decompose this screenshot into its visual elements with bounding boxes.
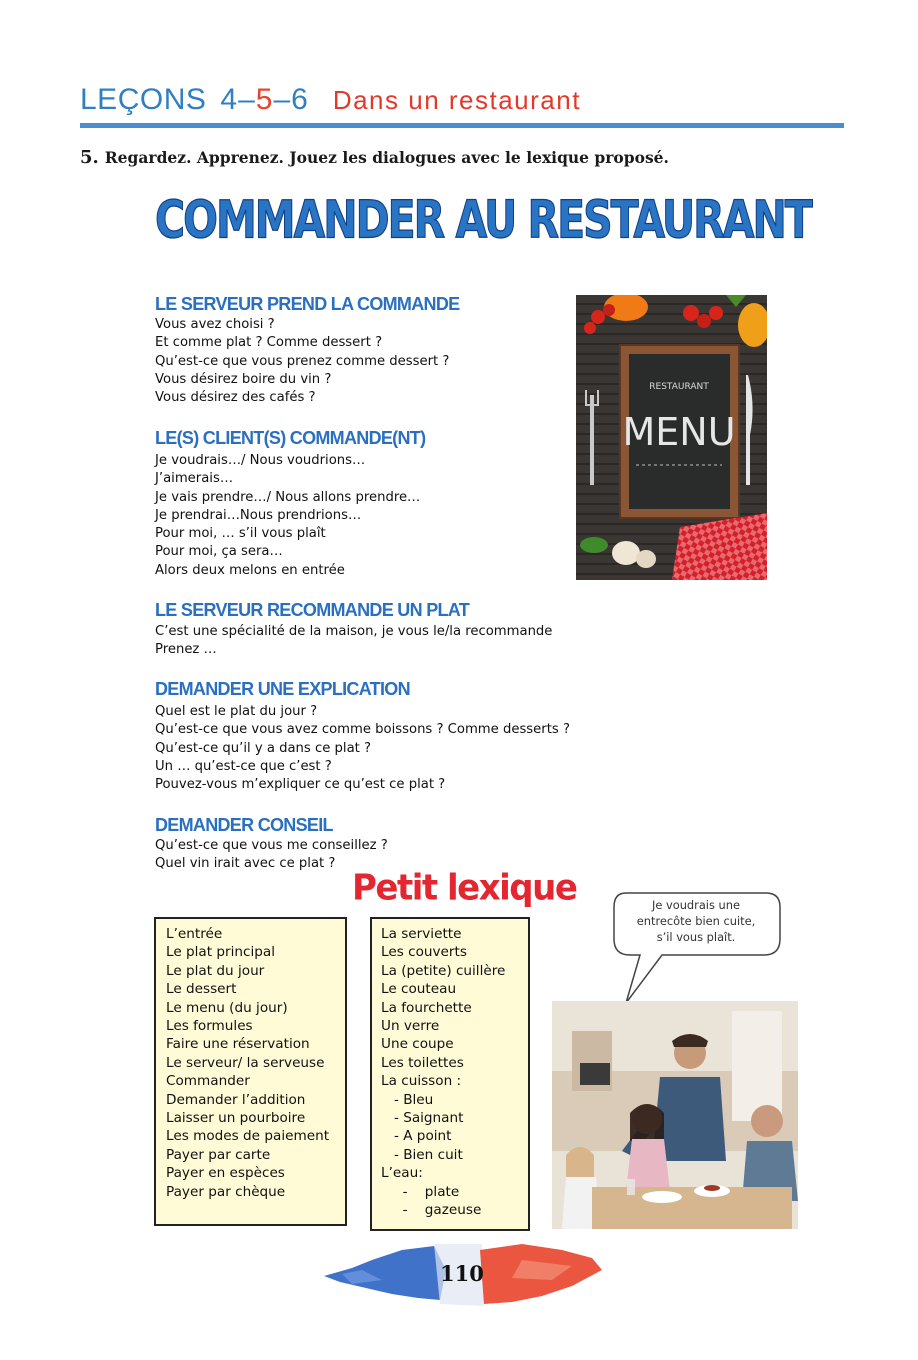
- exercise-number: 5.: [80, 147, 99, 168]
- phrase: Quel est le plat du jour ?: [155, 704, 318, 719]
- lexique-item: - Bien cuit: [381, 1146, 463, 1163]
- lexique-item: - A point: [381, 1128, 452, 1145]
- lexique-item: Les formules: [166, 1018, 253, 1035]
- phrase-list: [155, 703, 570, 794]
- lexique-item: - gazeuse: [381, 1202, 482, 1219]
- lexique-item: - Saignant: [381, 1110, 464, 1127]
- lexique-item: Le serveur/ la serveuse: [166, 1054, 325, 1071]
- menu-board-top-label: RESTAURANT: [649, 382, 709, 392]
- exercise-text: Regardez. Apprenez. Jouez les dialogues avec le lexique proposé.: [104, 148, 669, 167]
- phrase-list: [155, 623, 552, 660]
- lexique-item: Le dessert: [166, 981, 237, 998]
- header-rule: [80, 123, 844, 128]
- phrase: Je prendrai…Nous prendrions…: [155, 507, 362, 523]
- lexique-item: Laisser un pourboire: [166, 1110, 306, 1127]
- phrase: Je vais prendre…/ Nous allons prendre…: [155, 489, 421, 505]
- lexique-item: Payer en espèces: [166, 1165, 285, 1182]
- phrase: Qu’est-ce que vous me conseillez ?: [155, 838, 388, 853]
- phrase-list: [155, 316, 449, 407]
- lexique-item: Une coupe: [381, 1036, 454, 1053]
- lesson-number: 4: [220, 83, 239, 116]
- lexique-list: [381, 925, 505, 1220]
- phrase: Qu’est-ce que vous prenez comme dessert ?: [155, 353, 450, 369]
- exercise-instruction: [80, 147, 669, 168]
- phrase: Pouvez-vous m’expliquer ce qu’est ce plat ?: [155, 777, 446, 793]
- lexique-item: Les couverts: [381, 944, 467, 961]
- lexique-item: L’eau:: [381, 1165, 423, 1182]
- speech-line: Je voudrais une: [652, 898, 740, 912]
- lesson-label: LEÇONS: [80, 83, 207, 116]
- lesson-header: [80, 80, 581, 120]
- section-heading: DEMANDER UNE EXPLICATION: [155, 679, 410, 699]
- phrase: Pour moi, ça sera…: [155, 544, 283, 560]
- lexique-item: - plate: [381, 1183, 460, 1200]
- lexique-item: Les toilettes: [381, 1054, 464, 1071]
- lexique-item: Demander l’addition: [166, 1091, 306, 1108]
- dash: –: [273, 83, 292, 116]
- phrase: C’est une spécialité de la maison, je vous le/la recommande: [155, 624, 553, 639]
- phrase: Vous avez choisi ?: [155, 317, 275, 332]
- table: [592, 1187, 792, 1229]
- lexique-item: Le plat principal: [166, 944, 276, 961]
- lexique-title: Petit lexique: [352, 867, 577, 909]
- lexique-item: La serviette: [381, 926, 462, 942]
- phrase: Vous désirez des cafés ?: [155, 390, 316, 406]
- lexique-item: La (petite) cuillère: [381, 962, 506, 979]
- phrase: Je voudrais…/ Nous voudrions…: [155, 453, 366, 468]
- lexique-item: Payer par chèque: [166, 1183, 286, 1200]
- phrase: Qu’est-ce que vous avez comme boissons ? Comme desserts ?: [155, 722, 570, 738]
- phrase: Un … qu’est-ce que c’est ?: [155, 758, 332, 774]
- restaurant-photo: [552, 1001, 798, 1229]
- lexique-item: L’entrée: [166, 926, 223, 942]
- lexique-list: [166, 925, 329, 1201]
- phrase: Vous désirez boire du vin ?: [155, 371, 332, 387]
- fork-icon: [590, 395, 594, 485]
- menu-board-photo: [576, 295, 767, 580]
- lesson-number: 5: [255, 83, 274, 116]
- lexique-item: La cuisson :: [381, 1073, 462, 1090]
- lexique-item: Le couteau: [381, 981, 457, 998]
- phrase: J’aimerais…: [155, 471, 234, 487]
- phrase: Qu’est-ce qu’il y a dans ce plat ?: [155, 740, 372, 756]
- plate: [642, 1191, 682, 1203]
- section-heading: LE SERVEUR PREND LA COMMANDE: [155, 294, 460, 314]
- phrase-list: [155, 452, 420, 580]
- page-title: COMMANDER AU RESTAURANT: [155, 190, 811, 250]
- lesson-numbers: [220, 83, 308, 116]
- phrase: Prenez …: [155, 642, 217, 658]
- lexique-item: Le menu (du jour): [166, 999, 288, 1016]
- page-number: 110: [440, 1261, 484, 1286]
- lexique-item: Faire une réservation: [166, 1036, 310, 1053]
- speech-line: s’il vous plaît.: [656, 930, 736, 944]
- phrase: Quel vin irait avec ce plat ?: [155, 856, 336, 872]
- speech-bubble-text: [624, 897, 768, 945]
- dash: –: [238, 83, 256, 116]
- lexique-item: Le plat du jour: [166, 962, 265, 979]
- lexique-item: La fourchette: [381, 999, 472, 1016]
- phrase: Pour moi, … s’il vous plaît: [155, 526, 326, 542]
- lexique-item: Les modes de paiement: [166, 1128, 330, 1145]
- phrase: Et comme plat ? Comme dessert ?: [155, 335, 383, 351]
- section-heading: LE SERVEUR RECOMMANDE UN PLAT: [155, 600, 470, 620]
- lexique-item: Un verre: [381, 1018, 440, 1035]
- lexique-box-left: [154, 917, 347, 1226]
- menu-board-illustration: [576, 295, 767, 580]
- man-customer: [751, 1105, 783, 1137]
- section-heading: LE(S) CLIENT(S) COMMANDE(NT): [155, 428, 426, 448]
- lesson-number: 6: [291, 83, 309, 116]
- menu-board-main-label: MENU: [622, 410, 736, 454]
- lesson-subtitle: Dans un restaurant: [332, 85, 581, 115]
- lexique-item: Commander: [166, 1073, 250, 1090]
- lexique-box-right: [370, 917, 530, 1231]
- section-heading: DEMANDER CONSEIL: [155, 815, 333, 835]
- lexique-item: - Bleu: [381, 1091, 434, 1108]
- speech-line: entrecôte bien cuite,: [636, 914, 756, 928]
- lexique-item: Payer par carte: [166, 1146, 271, 1163]
- tv-screen: [580, 1063, 610, 1085]
- restaurant-scene-illustration: [552, 1001, 798, 1229]
- phrase: Alors deux melons en entrée: [155, 562, 345, 578]
